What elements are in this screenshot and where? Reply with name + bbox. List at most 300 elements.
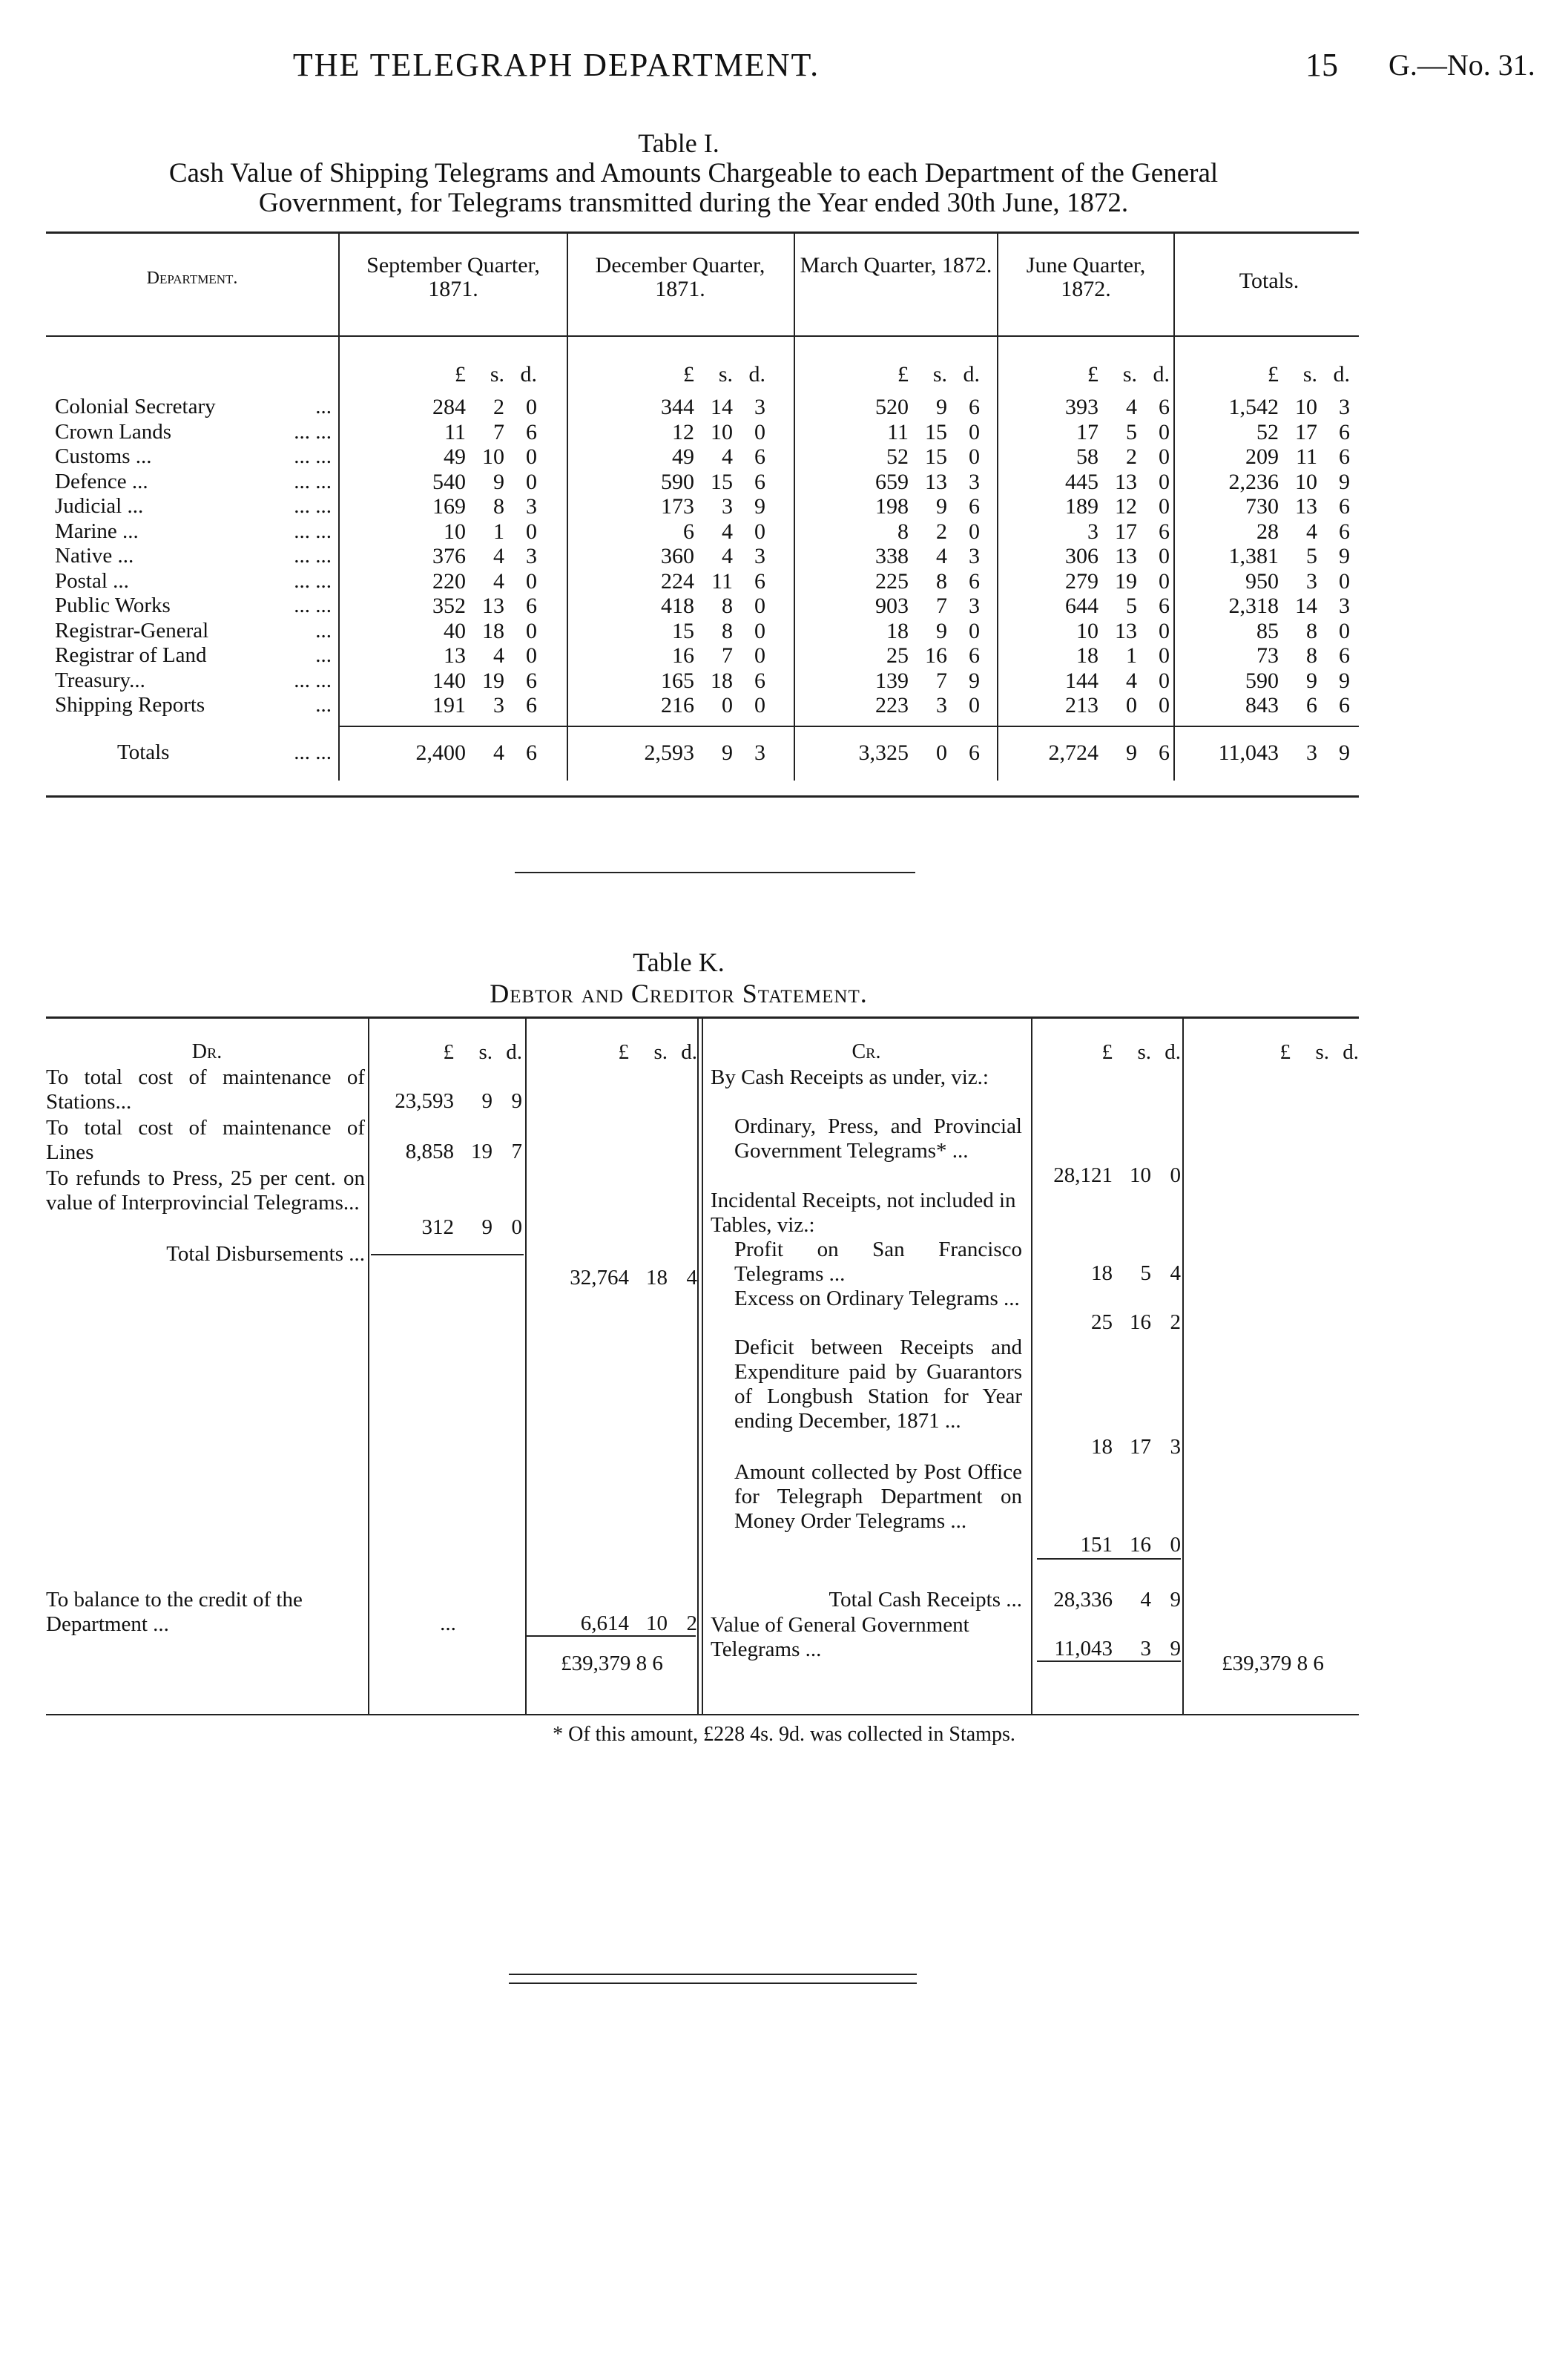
amount-shillings: 3 <box>1306 568 1317 594</box>
amount-pounds: 279 <box>1065 568 1098 594</box>
amount-shillings: 17 <box>1130 1435 1151 1459</box>
department-amount <box>801 444 998 470</box>
department-amount <box>574 519 797 545</box>
amount-pounds: 18 <box>1076 643 1098 668</box>
department-amount <box>1004 619 1175 644</box>
cr-san-francisco-amount <box>1037 1261 1181 1286</box>
amount-pence: 0 <box>1159 544 1170 568</box>
unit-header <box>801 362 998 387</box>
amount-pence: 9 <box>1170 1588 1181 1612</box>
unit-label: d. <box>748 362 765 387</box>
amount-pence: 9 <box>1339 544 1350 568</box>
department-amount <box>801 693 998 718</box>
leader-dots: ... ... <box>294 594 332 617</box>
department-amount <box>1004 470 1175 495</box>
table-i-col-divider <box>338 231 340 781</box>
amount-pounds: 23,593 <box>395 1089 454 1113</box>
amount-shillings: 4 <box>722 519 733 544</box>
total-amount <box>1181 740 1359 766</box>
table-k-col-divider <box>697 1016 699 1714</box>
amount-pounds: 25 <box>1091 1310 1113 1334</box>
department-amount <box>574 594 797 619</box>
amount-pence: 6 <box>1159 395 1170 419</box>
unit-label: s. <box>1122 362 1137 387</box>
leader-dots: ... ... <box>294 568 332 593</box>
amount-pence: 2 <box>686 1612 697 1635</box>
amount-shillings: 8 <box>1306 618 1317 643</box>
page-number: 15 <box>1305 47 1338 83</box>
amount-pence: 0 <box>754 419 765 444</box>
department-amount <box>801 420 998 445</box>
amount-pounds: 10 <box>444 519 466 544</box>
amount-pounds: 144 <box>1065 668 1098 693</box>
amount-shillings: 5 <box>1126 419 1137 444</box>
unit-label: s. <box>1315 1040 1329 1064</box>
department-amount <box>574 494 797 519</box>
amount-pence: 0 <box>1170 1163 1181 1187</box>
amount-shillings: 19 <box>471 1140 493 1163</box>
cr-incidental: Incidental Receipts, not included in Tables, viz.: <box>711 1189 1016 1237</box>
amount-shillings: 9 <box>936 494 947 519</box>
amount-shillings: 2 <box>1126 444 1137 469</box>
col-head-september: September Quarter, 1871. <box>366 253 540 301</box>
department-amount <box>801 395 998 420</box>
amount-pence: 0 <box>526 469 537 494</box>
unit-label: £ <box>683 362 694 387</box>
department-amount <box>346 470 568 495</box>
leader-dots: ... ... <box>294 419 332 444</box>
amount-pounds: 344 <box>661 395 694 419</box>
amount-pence: 9 <box>1170 1637 1181 1660</box>
unit-label: d. <box>1343 1040 1359 1064</box>
amount-shillings: 18 <box>482 618 504 643</box>
amount-pence: 6 <box>969 643 980 668</box>
amount-shillings: 0 <box>722 693 733 717</box>
amount-shillings: 4 <box>493 544 504 568</box>
amount-pence: 6 <box>1339 693 1350 717</box>
cr-sum-rule <box>1037 1558 1181 1560</box>
table-i-bottom-rule <box>46 795 1359 798</box>
amount-shillings: 4 <box>493 568 504 594</box>
amount-pounds: 209 <box>1245 444 1279 469</box>
amount-shillings: 19 <box>1115 568 1137 594</box>
leader-dots: ... ... <box>294 544 332 568</box>
series-number: G.—No. 31. <box>1389 48 1535 82</box>
amount-pounds: 58 <box>1076 444 1098 469</box>
unit-label: d. <box>1333 362 1350 387</box>
dr-disbursements-amount <box>527 1266 697 1290</box>
amount-shillings: 13 <box>1115 469 1137 494</box>
amount-shillings: 16 <box>1130 1310 1151 1334</box>
amount-shillings: 5 <box>1126 594 1137 618</box>
department-amount <box>1181 619 1359 644</box>
amount-pounds: 2,318 <box>1228 594 1279 618</box>
department-amount <box>801 669 998 694</box>
unit-label: d. <box>1153 362 1170 387</box>
amount-shillings: 0 <box>1126 693 1137 717</box>
amount-pence: 0 <box>969 693 980 717</box>
table-k-caption: Debtor and Creditor Statement. <box>490 979 868 1008</box>
total-amount <box>574 740 797 766</box>
amount-shillings: 8 <box>936 568 947 594</box>
department-amount <box>346 544 568 569</box>
amount-pence: 9 <box>1339 740 1350 765</box>
amount-shillings: 9 <box>1126 740 1137 765</box>
amount-shillings: 7 <box>493 419 504 444</box>
cr-total-cash-amount <box>1037 1588 1181 1612</box>
cr-ordinary-telegrams: Ordinary, Press, and Provincial Government Telegrams* ... <box>734 1114 1022 1163</box>
dr-grand-total: £39,379 8 6 <box>561 1652 663 1675</box>
amount-pounds: 216 <box>661 693 694 717</box>
department-amount <box>1004 494 1175 519</box>
amount-pounds: 73 <box>1256 643 1279 668</box>
cr-government-amount <box>1037 1637 1181 1661</box>
amount-pence: 0 <box>1339 568 1350 594</box>
amount-pence: 6 <box>526 594 537 618</box>
amount-pounds: 12 <box>672 419 694 444</box>
amount-pounds: 224 <box>661 568 694 594</box>
amount-shillings: 5 <box>1306 544 1317 568</box>
department-amount <box>1181 544 1359 569</box>
amount-shillings: 4 <box>722 444 733 469</box>
amount-pounds: 2,400 <box>415 740 466 765</box>
dr-total-disbursements: Total Disbursements ... <box>166 1242 365 1266</box>
amount-shillings: 17 <box>1295 419 1317 444</box>
cr-post-office: Amount collected by Post Office for Telegraph Department on Money Order Telegrams ... <box>734 1460 1022 1533</box>
amount-pence: 0 <box>1159 693 1170 717</box>
amount-pounds: 16 <box>672 643 694 668</box>
amount-pounds: 40 <box>444 618 466 643</box>
amount-pence: 3 <box>754 740 765 765</box>
amount-pence: 0 <box>969 519 980 544</box>
amount-pounds: 11 <box>444 419 466 444</box>
unit-label: s. <box>1302 362 1317 387</box>
amount-pence: 6 <box>1339 519 1350 544</box>
col-head-department: Department. <box>146 269 238 288</box>
unit-header <box>1004 362 1175 387</box>
amount-pounds: 590 <box>661 469 694 494</box>
department-amount <box>574 569 797 594</box>
amount-pounds: 85 <box>1256 618 1279 643</box>
amount-pence: 0 <box>1159 494 1170 519</box>
end-rule <box>509 1983 917 1984</box>
amount-pence: 6 <box>526 740 537 765</box>
amount-pence: 4 <box>1170 1261 1181 1285</box>
table-k-unit-header <box>1187 1040 1359 1065</box>
dr-item-refunds: To refunds to Press, 25 per cent. on value of Interprovincial Telegrams... <box>46 1166 365 1215</box>
amount-shillings: 6 <box>1306 693 1317 717</box>
amount-pounds: 10 <box>1076 618 1098 643</box>
amount-shillings: 10 <box>646 1612 668 1635</box>
amount-pence: 3 <box>1170 1435 1181 1459</box>
department-amount <box>1181 594 1359 619</box>
amount-pence: 6 <box>1159 594 1170 618</box>
amount-pence: 3 <box>1339 395 1350 419</box>
amount-shillings: 4 <box>722 544 733 568</box>
amount-pounds: 213 <box>1065 693 1098 717</box>
amount-shillings: 7 <box>936 594 947 618</box>
unit-label: £ <box>897 362 909 387</box>
amount-pounds: 903 <box>875 594 909 618</box>
amount-pounds: 11 <box>887 419 909 444</box>
end-rule <box>509 1974 917 1975</box>
department-amount <box>346 444 568 470</box>
department-amount <box>574 444 797 470</box>
unit-label: s. <box>718 362 733 387</box>
department-name: Registrar of Land <box>55 643 207 667</box>
amount-shillings: 13 <box>1115 544 1137 568</box>
table-i-top-rule <box>46 231 1359 234</box>
cr-grand-total: £39,379 8 6 <box>1222 1652 1324 1675</box>
amount-pounds: 2,593 <box>644 740 694 765</box>
amount-pounds: 220 <box>432 568 466 594</box>
cr-excess-ordinary: Excess on Ordinary Telegrams ... <box>734 1287 1020 1310</box>
amount-pounds: 2,724 <box>1048 740 1098 765</box>
leader-dots: ... <box>315 643 332 667</box>
department-name: Crown Lands <box>55 419 172 444</box>
amount-shillings: 14 <box>711 395 733 419</box>
amount-pounds: 225 <box>875 568 909 594</box>
amount-pounds: 189 <box>1065 494 1098 519</box>
amount-shillings: 3 <box>722 494 733 519</box>
amount-pence: 7 <box>511 1140 522 1163</box>
amount-shillings: 18 <box>711 668 733 693</box>
unit-label: d. <box>1165 1040 1181 1064</box>
amount-pounds: 418 <box>661 594 694 618</box>
unit-label: s. <box>490 362 504 387</box>
department-amount <box>801 619 998 644</box>
col-head-march: March Quarter, 1872. <box>800 253 992 277</box>
amount-pence: 0 <box>1159 618 1170 643</box>
department-amount <box>1004 544 1175 569</box>
dr-balance-amount <box>527 1612 697 1636</box>
amount-pence: 6 <box>969 568 980 594</box>
department-amount <box>574 544 797 569</box>
department-amount <box>1181 643 1359 669</box>
amount-shillings: 18 <box>646 1266 668 1290</box>
leader-dots: ... ... <box>294 469 332 493</box>
dr-sum-rule <box>371 1254 524 1255</box>
leader-dots: ... ... <box>294 444 332 468</box>
unit-label: s. <box>1137 1040 1151 1064</box>
amount-pounds: 352 <box>432 594 466 618</box>
amount-pence: 0 <box>511 1215 522 1239</box>
amount-shillings: 9 <box>493 469 504 494</box>
department-amount <box>1181 569 1359 594</box>
amount-shillings: 9 <box>936 395 947 419</box>
unit-label: £ <box>1101 1040 1113 1064</box>
table-k-col-divider <box>525 1016 527 1714</box>
amount-shillings: 3 <box>1306 740 1317 765</box>
amount-pounds: 306 <box>1065 544 1098 568</box>
amount-pence: 2 <box>1170 1310 1181 1334</box>
department-amount <box>1004 420 1175 445</box>
department-amount <box>346 420 568 445</box>
unit-label: £ <box>618 1040 629 1064</box>
amount-pounds: 520 <box>875 395 909 419</box>
amount-shillings: 16 <box>1130 1533 1151 1557</box>
amount-pounds: 151 <box>1080 1533 1113 1557</box>
amount-pounds: 18 <box>1091 1261 1113 1285</box>
amount-pounds: 2,236 <box>1228 469 1279 494</box>
amount-shillings: 15 <box>925 444 947 469</box>
amount-shillings: 8 <box>493 494 504 519</box>
amount-shillings: 1 <box>1126 643 1137 668</box>
table-k-col-divider <box>702 1016 703 1714</box>
amount-pence: 6 <box>1339 643 1350 668</box>
table-i-caption-line1: Cash Value of Shipping Telegrams and Amounts Chargeable to each Department of the General <box>168 158 1219 188</box>
page-header-title: THE TELEGRAPH DEPARTMENT. <box>292 47 820 83</box>
amount-pounds: 540 <box>432 469 466 494</box>
amount-pence: 6 <box>1339 494 1350 519</box>
amount-pounds: 3,325 <box>858 740 909 765</box>
amount-pence: 0 <box>1159 668 1170 693</box>
leader-dots: ... <box>315 618 332 643</box>
table-k-col-divider <box>1182 1016 1184 1714</box>
dr-balance-dots: ... <box>440 1612 456 1635</box>
amount-pence: 3 <box>754 395 765 419</box>
department-name: Colonial Secretary <box>55 395 216 418</box>
department-amount <box>574 395 797 420</box>
department-name: Customs ... <box>55 444 152 468</box>
amount-shillings: 4 <box>1306 519 1317 544</box>
amount-shillings: 10 <box>482 444 504 469</box>
amount-shillings: 3 <box>936 693 947 717</box>
amount-pounds: 445 <box>1065 469 1098 494</box>
department-amount <box>1181 494 1359 519</box>
table-k-bottom-rule <box>46 1714 1359 1715</box>
amount-pounds: 25 <box>886 643 909 668</box>
department-name: Native ... <box>55 544 134 568</box>
table-k-label: Table K. <box>633 947 725 977</box>
dr-heading: Dr. <box>191 1040 223 1063</box>
amount-shillings: 11 <box>1296 444 1317 469</box>
department-name: Treasury... <box>55 668 145 692</box>
amount-pence: 0 <box>754 618 765 643</box>
amount-shillings: 0 <box>936 740 947 765</box>
amount-pence: 0 <box>1159 469 1170 494</box>
amount-shillings: 11 <box>711 568 733 594</box>
amount-shillings: 9 <box>1306 668 1317 693</box>
amount-shillings: 12 <box>1115 494 1137 519</box>
amount-pounds: 49 <box>672 444 694 469</box>
amount-shillings: 19 <box>482 668 504 693</box>
amount-shillings: 7 <box>936 668 947 693</box>
amount-shillings: 8 <box>722 594 733 618</box>
amount-pounds: 52 <box>886 444 909 469</box>
amount-shillings: 3 <box>1140 1637 1151 1660</box>
amount-shillings: 4 <box>493 740 504 765</box>
amount-shillings: 9 <box>722 740 733 765</box>
unit-header <box>1181 362 1359 387</box>
amount-shillings: 4 <box>1126 668 1137 693</box>
col-head-december: December Quarter, 1871. <box>595 253 765 301</box>
amount-pounds: 659 <box>875 469 909 494</box>
amount-pence: 9 <box>969 668 980 693</box>
dr-refunds-amount <box>371 1215 522 1240</box>
department-amount <box>574 420 797 445</box>
amount-pounds: 590 <box>1245 668 1279 693</box>
amount-shillings: 1 <box>493 519 504 544</box>
amount-shillings: 10 <box>1295 469 1317 494</box>
amount-pence: 9 <box>1339 469 1350 494</box>
cr-excess-amount <box>1037 1310 1181 1335</box>
amount-pence: 6 <box>526 693 537 717</box>
cr-san-francisco: Profit on San Francisco Telegrams ... <box>734 1238 1022 1286</box>
amount-pence: 0 <box>526 643 537 668</box>
total-amount <box>1004 740 1175 766</box>
leader-dots: ... ... <box>294 740 332 764</box>
amount-shillings: 13 <box>925 469 947 494</box>
amount-shillings: 10 <box>711 419 733 444</box>
department-amount <box>1004 693 1175 718</box>
unit-label: £ <box>443 1040 454 1064</box>
amount-pounds: 139 <box>875 668 909 693</box>
total-amount <box>346 740 568 766</box>
cr-deficit-amount <box>1037 1435 1181 1459</box>
department-name: Postal ... <box>55 568 129 593</box>
amount-pence: 0 <box>526 519 537 544</box>
amount-pounds: 8 <box>897 519 909 544</box>
cr-post-office-amount <box>1037 1533 1181 1557</box>
dr-lines-amount <box>371 1140 522 1164</box>
department-amount <box>1004 643 1175 669</box>
amount-pence: 6 <box>1339 419 1350 444</box>
amount-pence: 3 <box>969 544 980 568</box>
department-amount <box>346 494 568 519</box>
amount-pence: 6 <box>754 469 765 494</box>
amount-pounds: 6 <box>683 519 694 544</box>
amount-pence: 6 <box>526 419 537 444</box>
department-name: Registrar-General <box>55 618 209 643</box>
col-head-june: June Quarter, 1872. <box>1026 253 1146 301</box>
unit-label: £ <box>1268 362 1279 387</box>
leader-dots: ... ... <box>294 519 332 543</box>
unit-label: s. <box>478 1040 493 1064</box>
amount-pence: 0 <box>526 568 537 594</box>
amount-pounds: 198 <box>875 494 909 519</box>
amount-pence: 0 <box>526 444 537 469</box>
amount-pence: 9 <box>754 494 765 519</box>
amount-pence: 6 <box>969 494 980 519</box>
cr-ordinary-amount <box>1037 1163 1181 1188</box>
department-amount <box>801 569 998 594</box>
amount-pence: 6 <box>754 568 765 594</box>
department-amount <box>1004 395 1175 420</box>
amount-pounds: 13 <box>444 643 466 668</box>
department-amount <box>1181 669 1359 694</box>
department-name: Marine ... <box>55 519 139 543</box>
total-amount <box>801 740 998 766</box>
amount-pence: 0 <box>754 643 765 668</box>
table-i-header-rule <box>46 335 1359 337</box>
dr-balance: To balance to the credit of the Department ... <box>46 1588 303 1636</box>
department-amount <box>346 669 568 694</box>
amount-pence: 6 <box>754 668 765 693</box>
amount-pounds: 52 <box>1256 419 1279 444</box>
department-amount <box>574 693 797 718</box>
amount-shillings: 2 <box>936 519 947 544</box>
amount-pounds: 376 <box>432 544 466 568</box>
unit-label: d. <box>963 362 980 387</box>
amount-shillings: 10 <box>1295 395 1317 419</box>
amount-pounds: 169 <box>432 494 466 519</box>
department-name: Defence ... <box>55 469 148 493</box>
amount-pence: 0 <box>969 444 980 469</box>
amount-pounds: 360 <box>661 544 694 568</box>
amount-pounds: 730 <box>1245 494 1279 519</box>
amount-pounds: 11,043 <box>1218 740 1279 765</box>
